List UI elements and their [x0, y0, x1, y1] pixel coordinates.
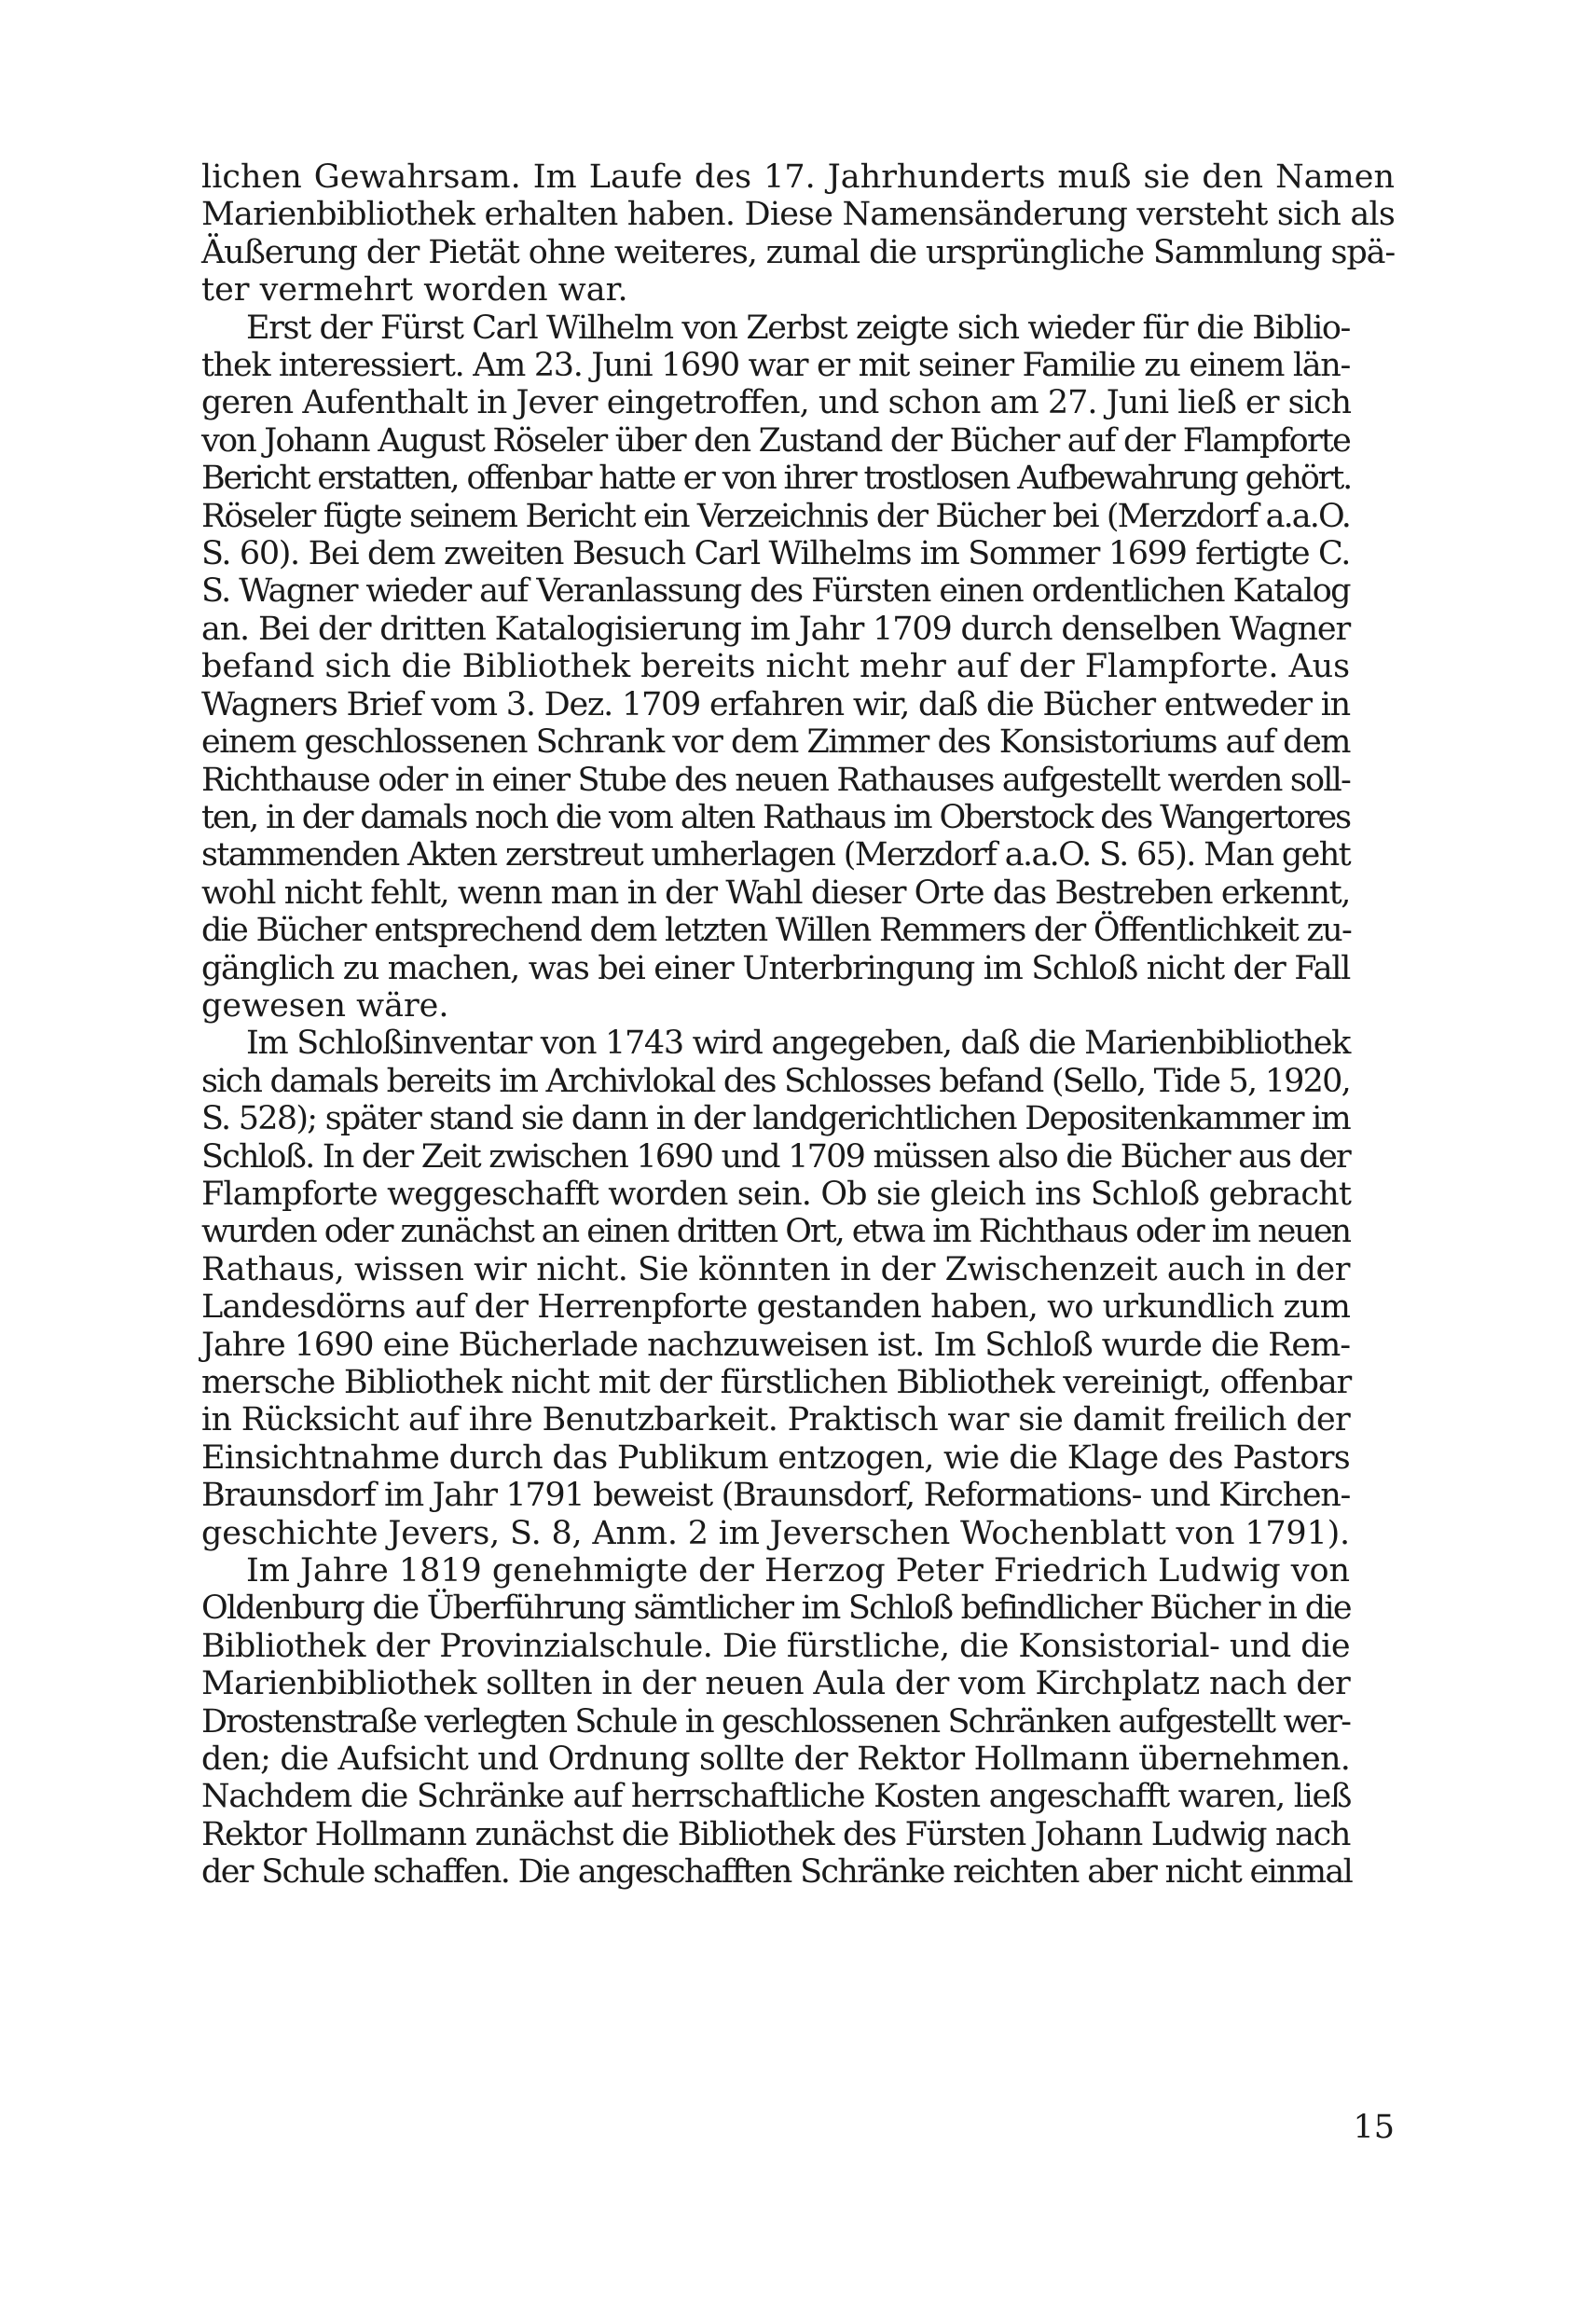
text-line: mersche Bibliothek nicht mit der fürstlichen Bibliothek vereinigt, offenbar: [201, 1364, 1352, 1401]
text-line: Schloß. In der Zeit zwischen 1690 und 1709 müssen also die Bücher aus der: [201, 1137, 1350, 1176]
text-line: ter vermehrt worden war.: [201, 271, 628, 310]
text-line: Erst der Fürst Carl Wilhelm von Zerbst zeigte sich wieder für die Biblio-: [246, 309, 1350, 347]
text-line: an. Bei der dritten Katalogisierung im Jahr 1709 durch denselben Wagner: [201, 610, 1350, 648]
text-line: Landesdörns auf der Herrenpforte gestanden haben, wo urkundlich zum: [201, 1288, 1350, 1327]
text-line: Richthause oder in einer Stube des neuen Rathauses aufgestellt werden soll-: [201, 761, 1350, 799]
text-line: der Schule schaffen. Die angeschafften Schränke reichten aber nicht einmal: [201, 1853, 1353, 1892]
text-line: Bericht erstatten, offenbar hatte er von ihrer trostlosen Aufbewahrung gehört.: [201, 460, 1352, 498]
text-line: den; die Aufsicht und Ordnung sollte der Rektor Hollmann übernehmen.: [201, 1741, 1351, 1779]
text-line: die Bücher entsprechend dem letzten Willen Remmers der Öffentlichkeit zu-: [201, 912, 1352, 950]
text-line: Drostenstraße verlegten Schule in geschlossenen Schränken aufgestellt wer-: [201, 1702, 1350, 1741]
text-line: Im Schloßinventar von 1743 wird angegeben, daß die Marienbibliothek: [246, 1025, 1350, 1063]
text-line: Röseler fügte seinem Bericht ein Verzeichnis der Bücher bei (Merzdorf a.a.O.: [201, 497, 1350, 535]
text-line: stammenden Akten zerstreut umherlagen (Merzdorf a.a.O. S. 65). Man geht: [201, 836, 1350, 874]
paragraph: [201, 158, 1395, 310]
page-number: 15: [1353, 2109, 1395, 2146]
text-line: in Rücksicht auf ihre Benutzbarkeit. Praktisch war sie damit freilich der: [201, 1401, 1350, 1439]
text-line: Im Jahre 1819 genehmigte der Herzog Peter Friedrich Ludwig von: [246, 1552, 1350, 1590]
text-line: wohl nicht fehlt, wenn man in der Wahl dieser Orte das Bestreben erkennt,: [201, 874, 1350, 912]
text-line: gänglich zu machen, was bei einer Unterbringung im Schloß nicht der Fall: [201, 949, 1350, 987]
text-line: sich damals bereits im Archivlokal des Schlosses befand (Sello, Tide 5, 1920,: [201, 1062, 1350, 1100]
text-line: S. Wagner wieder auf Veranlassung des Fürsten einen ordentlichen Katalog: [201, 572, 1350, 611]
text-line: Äußerung der Pietät ohne weiteres, zumal die ursprüngliche Sammlung spä-: [201, 233, 1395, 271]
text-line: Jahre 1690 eine Bücherlade nachzuweisen ist. Im Schloß wurde die Rem-: [201, 1326, 1350, 1364]
body-text: [201, 158, 1395, 1892]
text-line: geschichte Jevers, S. 8, Anm. 2 im Jeverschen Wochenblatt von 1791).: [201, 1514, 1350, 1552]
text-line: einem geschlossenen Schrank vor dem Zimmer des Konsistoriums auf dem: [201, 723, 1350, 762]
text-line: Rektor Hollmann zunächst die Bibliothek des Fürsten Johann Ludwig nach: [201, 1815, 1350, 1853]
text-line: von Johann August Röseler über den Zustand der Bücher auf der Flampforte: [201, 421, 1350, 460]
text-line: Marienbibliothek sollten in der neuen Aula der vom Kirchplatz nach der: [201, 1665, 1350, 1703]
text-line: Wagners Brief vom 3. Dez. 1709 erfahren wir, daß die Bücher entweder in: [201, 685, 1350, 723]
text-line: Oldenburg die Überführung sämtlicher im Schloß befindlicher Bücher in die: [201, 1590, 1351, 1628]
text-line: thek interessiert. Am 23. Juni 1690 war er mit seiner Familie zu einem län-: [201, 347, 1350, 385]
text-line: ten, in der damals noch die vom alten Rathaus im Oberstock des Wangertores: [201, 798, 1350, 836]
text-line: lichen Gewahrsam. Im Laufe des 17. Jahrhunderts muß sie den Namen: [201, 158, 1395, 196]
text-line: Marienbibliothek erhalten haben. Diese Namensänderung versteht sich als: [201, 196, 1395, 234]
text-line: Nachdem die Schränke auf herrschaftliche Kosten angeschafft waren, ließ: [201, 1778, 1352, 1816]
text-line: Rathaus, wissen wir nicht. Sie könnten in der Zwischenzeit auch in der: [201, 1250, 1350, 1288]
paragraph: [201, 310, 1395, 1025]
text-line: gewesen wäre.: [201, 986, 449, 1025]
text-line: geren Aufenthalt in Jever eingetroffen, und schon am 27. Juni ließ er sich: [201, 384, 1352, 422]
text-line: wurden oder zunächst an einen dritten Ort, etwa im Richthaus oder im neuen: [201, 1213, 1350, 1251]
text-line: befand sich die Bibliothek bereits nicht mehr auf der Flampforte. Aus: [201, 648, 1350, 686]
text-line: Flampforte weggeschafft worden sein. Ob sie gleich ins Schloß gebracht: [201, 1175, 1352, 1213]
text-line: S. 60). Bei dem zweiten Besuch Carl Wilhelms im Sommer 1699 fertigte C.: [201, 535, 1350, 573]
paragraph: [201, 1552, 1395, 1892]
paragraph: [201, 1025, 1395, 1552]
text-line: S. 528); später stand sie dann in der landgerichtlichen Depositenkammer im: [201, 1100, 1350, 1138]
text-line: Einsichtnahme durch das Publikum entzogen, wie die Klage des Pastors: [201, 1438, 1350, 1477]
text-line: Braunsdorf im Jahr 1791 beweist (Braunsdorf, Reformations- und Kirchen-: [201, 1477, 1350, 1515]
text-line: Bibliothek der Provinzialschule. Die fürstliche, die Konsistorial- und die: [201, 1627, 1350, 1665]
